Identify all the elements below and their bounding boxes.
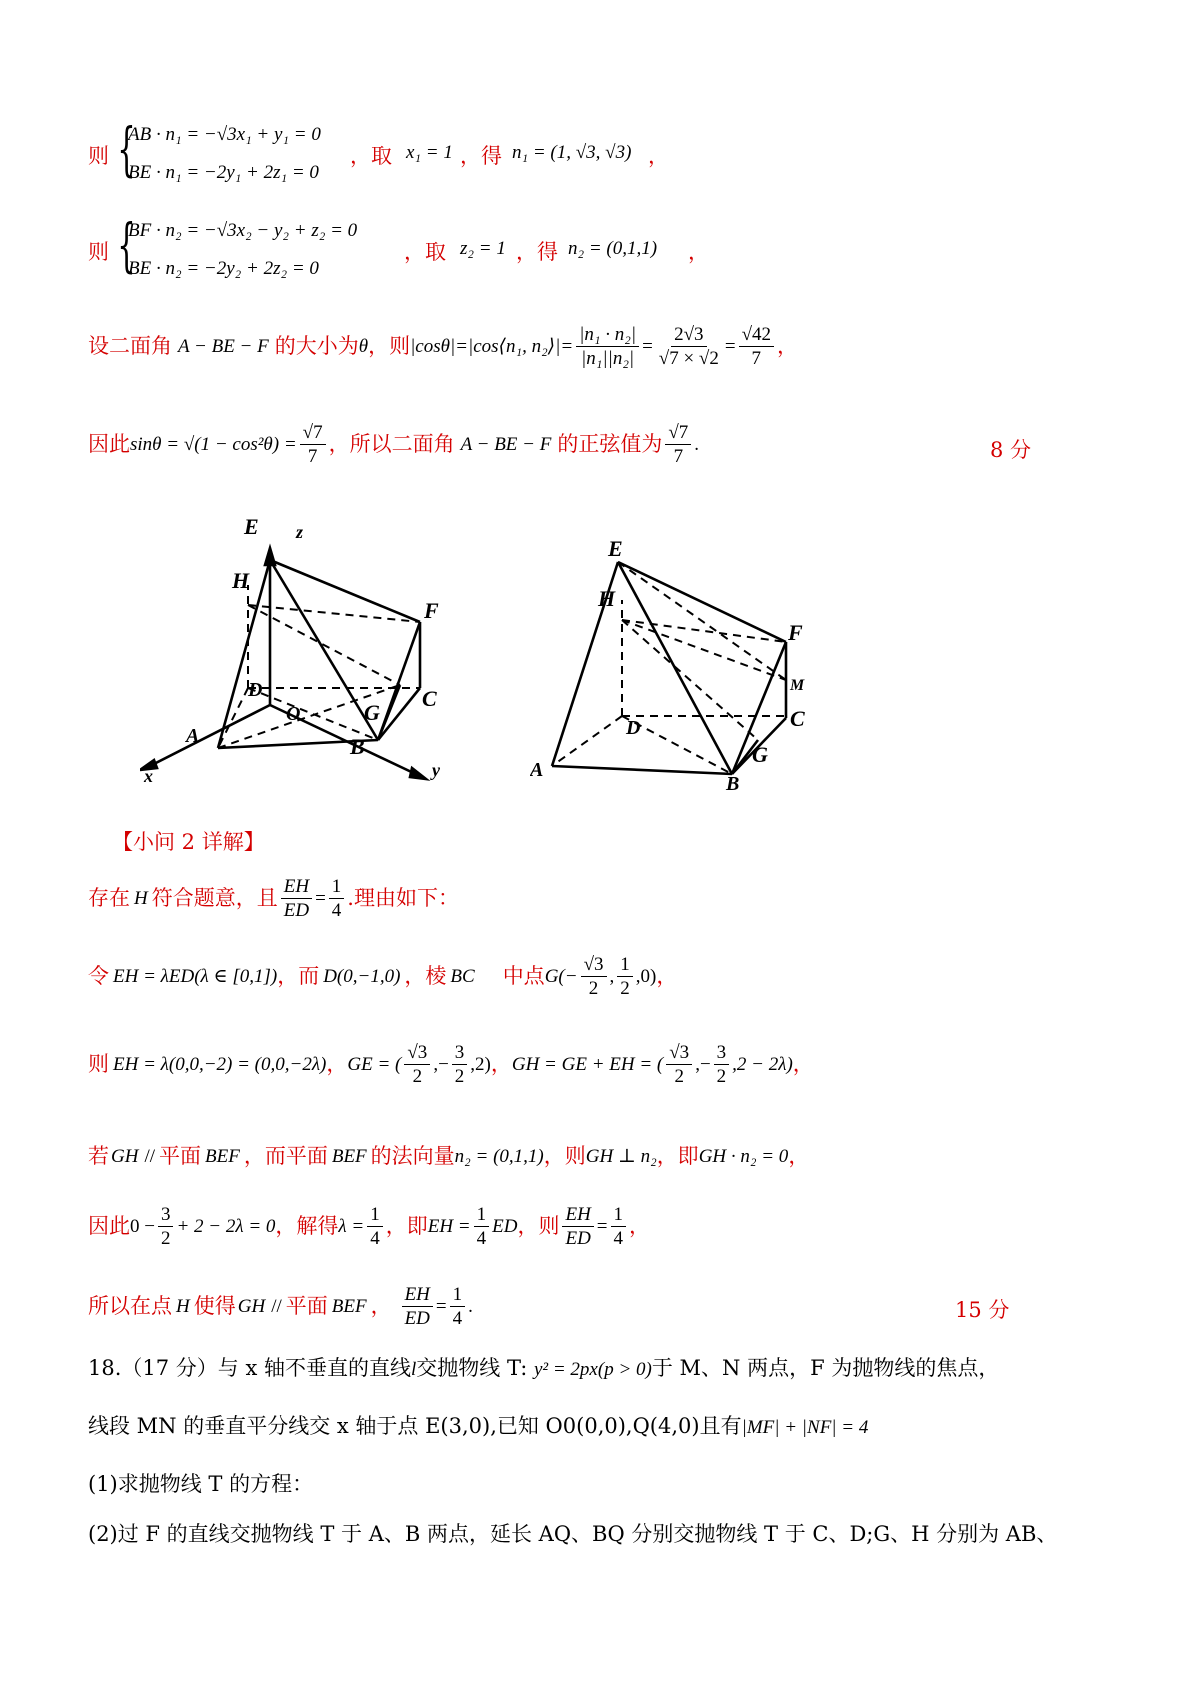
p2-l2-expr: EH = λED(λ ∈ [0,1])	[113, 965, 278, 987]
p2-line6	[88, 1276, 473, 1336]
figure-left	[140, 510, 470, 790]
p2-l1-frac2	[329, 877, 345, 920]
dash-DB	[248, 688, 378, 740]
p2-l1-frac1	[281, 877, 312, 920]
p2-l3-f1-num: √3	[404, 1043, 430, 1065]
p2-l6-f2	[450, 1285, 466, 1328]
p2-l5-f4-den: ED	[565, 1227, 591, 1249]
p2-l5-text4: ，则	[517, 1213, 560, 1238]
edge-GB	[378, 685, 400, 740]
p2-l5-text2: ，解得	[275, 1213, 339, 1238]
cos-frac-2	[656, 325, 722, 368]
p2-l4-BEF2: BEF	[331, 1145, 367, 1167]
sys1-row1: AB · n₁ = −√3x₁ + y₁ = 0	[128, 124, 321, 145]
label-G-right: G	[752, 742, 768, 767]
p2-l4-text4: 的法向量	[370, 1143, 455, 1168]
cos-line	[88, 322, 798, 370]
p2-l5-expr-b: + 2 − 2λ = 0	[176, 1215, 276, 1237]
p2-l3-f4	[714, 1043, 730, 1086]
p2-l2-text4: 中点	[502, 963, 545, 988]
p2-l2-BC: BC	[450, 965, 475, 987]
sys2-prefix: 则	[88, 240, 109, 264]
sin-dihedral: A − BE − F	[460, 433, 552, 455]
p2-l4-text1: 若	[88, 1143, 109, 1168]
edge-EF	[270, 560, 420, 622]
p2-l3-expr2a: GE = (	[347, 1053, 402, 1075]
cos-theta: θ	[358, 335, 369, 357]
p2-l1-text3: .理由如下：	[347, 885, 459, 910]
p2-l5-f2-den: 4	[370, 1227, 380, 1249]
p2-l2-gfrac1-num: √3	[581, 955, 607, 977]
p2-l5-f3	[474, 1205, 490, 1248]
p2-line3	[88, 1036, 814, 1092]
p2-l5-text3: ，即	[385, 1213, 428, 1238]
p2-l5-ED: ED	[492, 1215, 518, 1237]
p18-l1-b: 交抛物线 T:	[416, 1356, 528, 1380]
system-2	[88, 211, 988, 294]
p2-l3-f2-num: 3	[452, 1043, 468, 1065]
p2-l3-text1: 则	[88, 1051, 109, 1076]
p2-l4-par: //	[144, 1145, 156, 1167]
sin-frac-2-den: 7	[673, 445, 684, 467]
p2-l5-f2	[367, 1205, 383, 1248]
sin-frac-1-num: √7	[300, 423, 326, 445]
eq-sign-b: =	[724, 335, 736, 357]
p2-l5-f4-num: EH	[562, 1205, 593, 1227]
p18-q1: (1)求抛物线 T 的方程：	[88, 1472, 314, 1496]
p2-l5-f1-den: 2	[160, 1227, 171, 1249]
p2-l2-D: D(0,−1,0)	[323, 965, 401, 987]
label-D-right: D	[626, 717, 641, 739]
p2-l4-end: ，	[788, 1143, 810, 1168]
label-F-right: F	[788, 620, 803, 645]
p2-l6-GH: GH	[237, 1295, 266, 1317]
score-8: 8 分	[990, 438, 1032, 462]
p18-l1-eq: y² = 2px(p > 0)	[533, 1359, 652, 1380]
figure-right	[530, 540, 830, 790]
label-C-left: C	[422, 686, 437, 711]
p2-l6-text3: 平面	[285, 1293, 328, 1318]
sin-frac-1	[300, 423, 326, 466]
p18-q2: (2)过 F 的直线交抛物线 T 于 A、B 两点，延长 AQ、BQ 分别交抛物线 T 于 C、D;G、H 分别为 AB、	[88, 1522, 1058, 1546]
sys2-brace: {	[117, 211, 136, 279]
p2-l5-end: ，	[629, 1213, 651, 1238]
p2-l2-comma: ,	[609, 965, 615, 987]
p2-l3-sep1: ，	[326, 1051, 348, 1076]
p2-l1-frac1-num: EH	[281, 877, 312, 899]
p2-l3-f3	[666, 1043, 692, 1086]
label-x: x	[144, 766, 153, 786]
sys1-row2: BE · n₁ = −2y₁ + 2z₁ = 0	[128, 162, 319, 183]
sys2-take-expr: z₂ = 1	[460, 238, 506, 259]
sys2-row2: BE · n₂ = −2y₂ + 2z₂ = 0	[128, 258, 319, 279]
p2-l5-f3-num: 1	[474, 1205, 490, 1227]
p18-l2-a: 线段 MN 的垂直平分线交 x 轴于点 E(3,0),已知 O0(0,0),Q(4,0)且有	[88, 1414, 742, 1438]
p2-l2-end: ，	[656, 963, 678, 988]
p2-l3-f2	[452, 1043, 468, 1086]
label-M-right: M	[790, 677, 805, 694]
label-E-right: E	[608, 540, 623, 561]
sys1-prefix: 则	[88, 144, 109, 168]
sin-end: .	[694, 433, 700, 455]
p2-l3-f1	[404, 1043, 430, 1086]
p2-l4-dot: GH · n₂ = 0	[698, 1145, 789, 1167]
p2-l3-f4-den: 2	[716, 1065, 727, 1087]
p2-l2-G: G(−	[544, 965, 578, 987]
p2-l3-sep2: ，	[490, 1051, 512, 1076]
p18-line2	[88, 1416, 868, 1437]
label-D-left: D	[248, 679, 263, 701]
eq-sign-a: =	[642, 335, 653, 357]
score-15: 15 分	[955, 1298, 1010, 1322]
y-arrow	[410, 768, 426, 779]
p2-l2-text3: ，棱	[404, 963, 447, 988]
p2-l6-f2-den: 4	[452, 1307, 463, 1329]
p2-l3-expr2b: ,2)	[470, 1053, 491, 1075]
p2-l6-f1-num: EH	[402, 1285, 433, 1307]
p2-l4-GH: GH	[111, 1145, 139, 1167]
edge-AB-r	[552, 766, 732, 774]
p2-l6-BEF: BEF	[331, 1295, 367, 1317]
p2-l6-text4: ，	[370, 1293, 392, 1318]
p2-l3-f2-den: 2	[454, 1065, 465, 1087]
p2-l4-text2: 平面	[159, 1143, 202, 1168]
label-E-left: E	[244, 514, 259, 539]
sys2-take: ，取	[404, 240, 446, 264]
p2-l3-f1-den: 2	[412, 1065, 423, 1087]
sin-line	[88, 420, 699, 468]
label-O: O	[286, 703, 301, 725]
label-y: y	[432, 760, 440, 780]
cos-frac-1-den: |n₁||n₂|	[581, 347, 635, 369]
p2-l3-f4-num: 3	[714, 1043, 730, 1065]
p2-l1-frac2-den: 4	[331, 899, 342, 921]
cos-frac-1	[576, 325, 639, 368]
p2-l6-text1: 所以在点	[88, 1293, 172, 1318]
label-H-right: H	[598, 586, 616, 611]
edge-CB	[378, 688, 420, 740]
sys1-end: ，	[648, 144, 669, 168]
p2-l5-f5-den: 4	[613, 1227, 624, 1249]
sin-text2: ，所以二面角	[328, 431, 455, 456]
label-B-right: B	[726, 773, 740, 790]
sin-frac-2	[665, 423, 691, 466]
p2-l5-f4	[562, 1205, 593, 1248]
edge-EF-r	[618, 562, 786, 642]
sys1-result: n₁ = (1, √3, √3)	[512, 142, 632, 163]
part2-heading: 【小问 2 详解】	[112, 830, 265, 854]
p2-l1-text2: 符合题意，且	[151, 885, 278, 910]
sys2-end: ，	[688, 240, 709, 264]
p2-l2-gfrac2-num: 1	[617, 955, 633, 977]
p18-l1-l: l	[411, 1359, 417, 1380]
dash-HG-r	[622, 620, 758, 740]
p2-l1-text1: 存在	[88, 885, 130, 910]
p2-l6-eq: =	[435, 1295, 447, 1317]
cos-text1: 设二面角	[88, 333, 172, 358]
p2-l4-text5: ，则	[543, 1143, 586, 1168]
sys1-brace: {	[117, 115, 136, 183]
p2-l2-gfrac1	[581, 955, 607, 998]
p2-l1-H: H	[134, 887, 148, 909]
sys1-take-expr: x₁ = 1	[406, 142, 453, 163]
cos-dihedral: A − BE − F	[178, 335, 269, 357]
p2-l5-text1: 因此	[88, 1213, 130, 1238]
p2-l5-lam: λ =	[338, 1215, 365, 1237]
dash-EM-r	[618, 562, 786, 680]
p2-l3-f3-den: 2	[674, 1065, 684, 1087]
p2-l3-expr3a: GH = GE + EH = (	[511, 1053, 664, 1075]
p2-l2-gfrac2-den: 2	[620, 977, 630, 999]
p2-l3-f3-num: √3	[666, 1043, 692, 1065]
sys2-get: ，得	[516, 240, 558, 264]
dash-DA-r	[552, 716, 622, 766]
p2-l4-text3: ，而平面	[243, 1143, 328, 1168]
sin-frac-1-den: 7	[307, 445, 318, 467]
sys1-take: ，取	[350, 144, 392, 168]
p2-l5-eq: =	[596, 1215, 608, 1237]
p2-l6-end: .	[468, 1295, 473, 1317]
p18-l1-c: 于 M、N 两点，F 为抛物线的焦点，	[651, 1356, 1000, 1380]
cos-frac-2-num: 2√3	[671, 325, 706, 347]
p2-line2	[88, 948, 677, 1004]
p2-line5	[88, 1196, 650, 1256]
p2-l3-end: ，	[792, 1051, 814, 1076]
label-B-left: B	[350, 734, 365, 759]
cos-frac-3-num: √42	[739, 325, 774, 347]
p2-l3-expr1: EH = λ(0,0,−2) = (0,0,−2λ)	[113, 1053, 327, 1075]
system-1	[88, 115, 988, 198]
cos-expr: |cosθ|=|cos⟨n₁, n₂⟩|=	[410, 335, 574, 357]
p2-l4-text6: ，即	[656, 1143, 699, 1168]
p2-l6-text2: 使得	[193, 1293, 236, 1318]
label-z: z	[296, 522, 304, 542]
label-F-left: F	[424, 598, 439, 623]
cos-frac-2-den: √7 × √2	[658, 347, 719, 369]
cos-frac-1-num: |n₁ · n₂|	[576, 325, 639, 347]
p2-l1-frac2-num: 1	[329, 877, 345, 899]
p2-l6-H: H	[176, 1295, 190, 1317]
p2-l5-f5	[611, 1205, 627, 1248]
p2-l1-eq: =	[315, 887, 326, 909]
p2-l4-n2: n₂ = (0,1,1)	[454, 1145, 544, 1167]
p2-l5-f1	[158, 1205, 174, 1248]
p2-l5-expr-a: 0 −	[130, 1215, 155, 1237]
sys2-result: n₂ = (0,1,1)	[568, 238, 658, 259]
cos-end: ，	[777, 333, 799, 358]
sin-text3: 的正弦值为	[557, 431, 663, 456]
cos-text2: 的大小为	[274, 333, 359, 358]
sys2-row1: BF · n₂ = −√3x₂ − y₂ + z₂ = 0	[128, 220, 358, 241]
cos-frac-3	[739, 325, 774, 368]
p2-l5-f1-num: 3	[158, 1205, 174, 1227]
p2-l2-G-end: ,0)	[635, 965, 657, 987]
p2-l6-f1-den: ED	[404, 1307, 430, 1329]
p18-line1	[88, 1358, 999, 1379]
label-A-right: A	[530, 759, 544, 781]
p2-line4	[88, 1136, 809, 1176]
p2-line1	[88, 870, 459, 926]
sin-frac-2-num: √7	[665, 423, 691, 445]
label-C-right: C	[790, 706, 805, 731]
p2-l3-neg1: ,−	[433, 1053, 449, 1075]
p2-l2-text1: 令	[88, 963, 109, 988]
p2-l5-f2-num: 1	[367, 1205, 383, 1227]
p2-l4-perp: GH ⊥ n₂	[585, 1145, 657, 1167]
p2-l2-gfrac2	[617, 955, 633, 998]
p2-l5-EH: EH =	[427, 1215, 471, 1237]
sys1-get: ，得	[460, 144, 502, 168]
p18-l1-a: 18.（17 分）与 x 轴不垂直的直线	[88, 1356, 411, 1380]
p18-l2-eq: |MF| + |NF| = 4	[741, 1417, 869, 1438]
p2-l2-text2: ，而	[277, 963, 320, 988]
p2-l6-par: //	[271, 1295, 282, 1317]
cos-frac-3-den: 7	[751, 347, 762, 369]
p2-l5-f3-den: 4	[476, 1227, 487, 1249]
p2-l3-expr3b: ,2 − 2λ)	[732, 1053, 793, 1075]
p2-l4-BEF: BEF	[205, 1145, 240, 1167]
p2-l5-f5-num: 1	[611, 1205, 627, 1227]
p2-l6-f2-num: 1	[450, 1285, 466, 1307]
sin-expr: sinθ = √(1 − cos²θ) =	[130, 433, 297, 455]
p2-l3-neg2: ,−	[695, 1053, 711, 1075]
label-G-left: G	[364, 700, 380, 725]
cos-text3: ，则	[368, 333, 411, 358]
p2-l2-gfrac1-den: 2	[588, 977, 599, 999]
sin-text1: 因此	[88, 431, 130, 456]
label-H-left: H	[232, 568, 250, 593]
label-A-left: A	[186, 725, 200, 747]
p2-l1-frac1-den: ED	[283, 899, 310, 921]
p2-l6-f1	[402, 1285, 433, 1328]
